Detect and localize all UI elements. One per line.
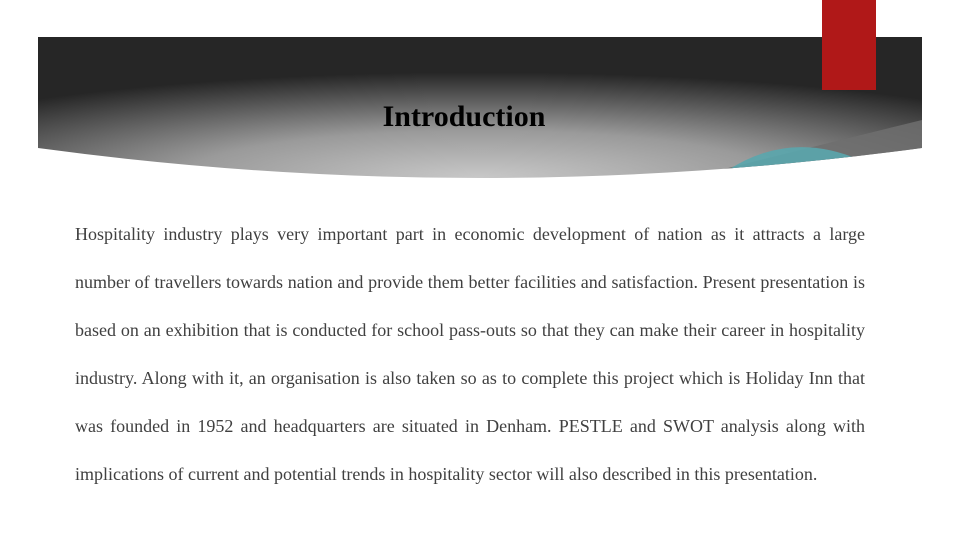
slide-body-text: Hospitality industry plays very important part in economic development of nation as it attracts a large number of travellers towards nation and provide them better facilities and satisfaction. Present presentation is based on an exhibition that is conducted for school pass-outs so that they can make their career in hospitality industry. Along with it, an organisation is also taken so as to complete this project which is Holiday Inn that was founded in 1952 and headquarters are situated in Denham. PESTLE and SWOT analysis along with implications of current and potential trends in hospitality sector will also described in this presentation. xyxy=(75,224,865,484)
accent-red-bar xyxy=(822,0,876,90)
slide-title: Introduction xyxy=(382,100,546,133)
